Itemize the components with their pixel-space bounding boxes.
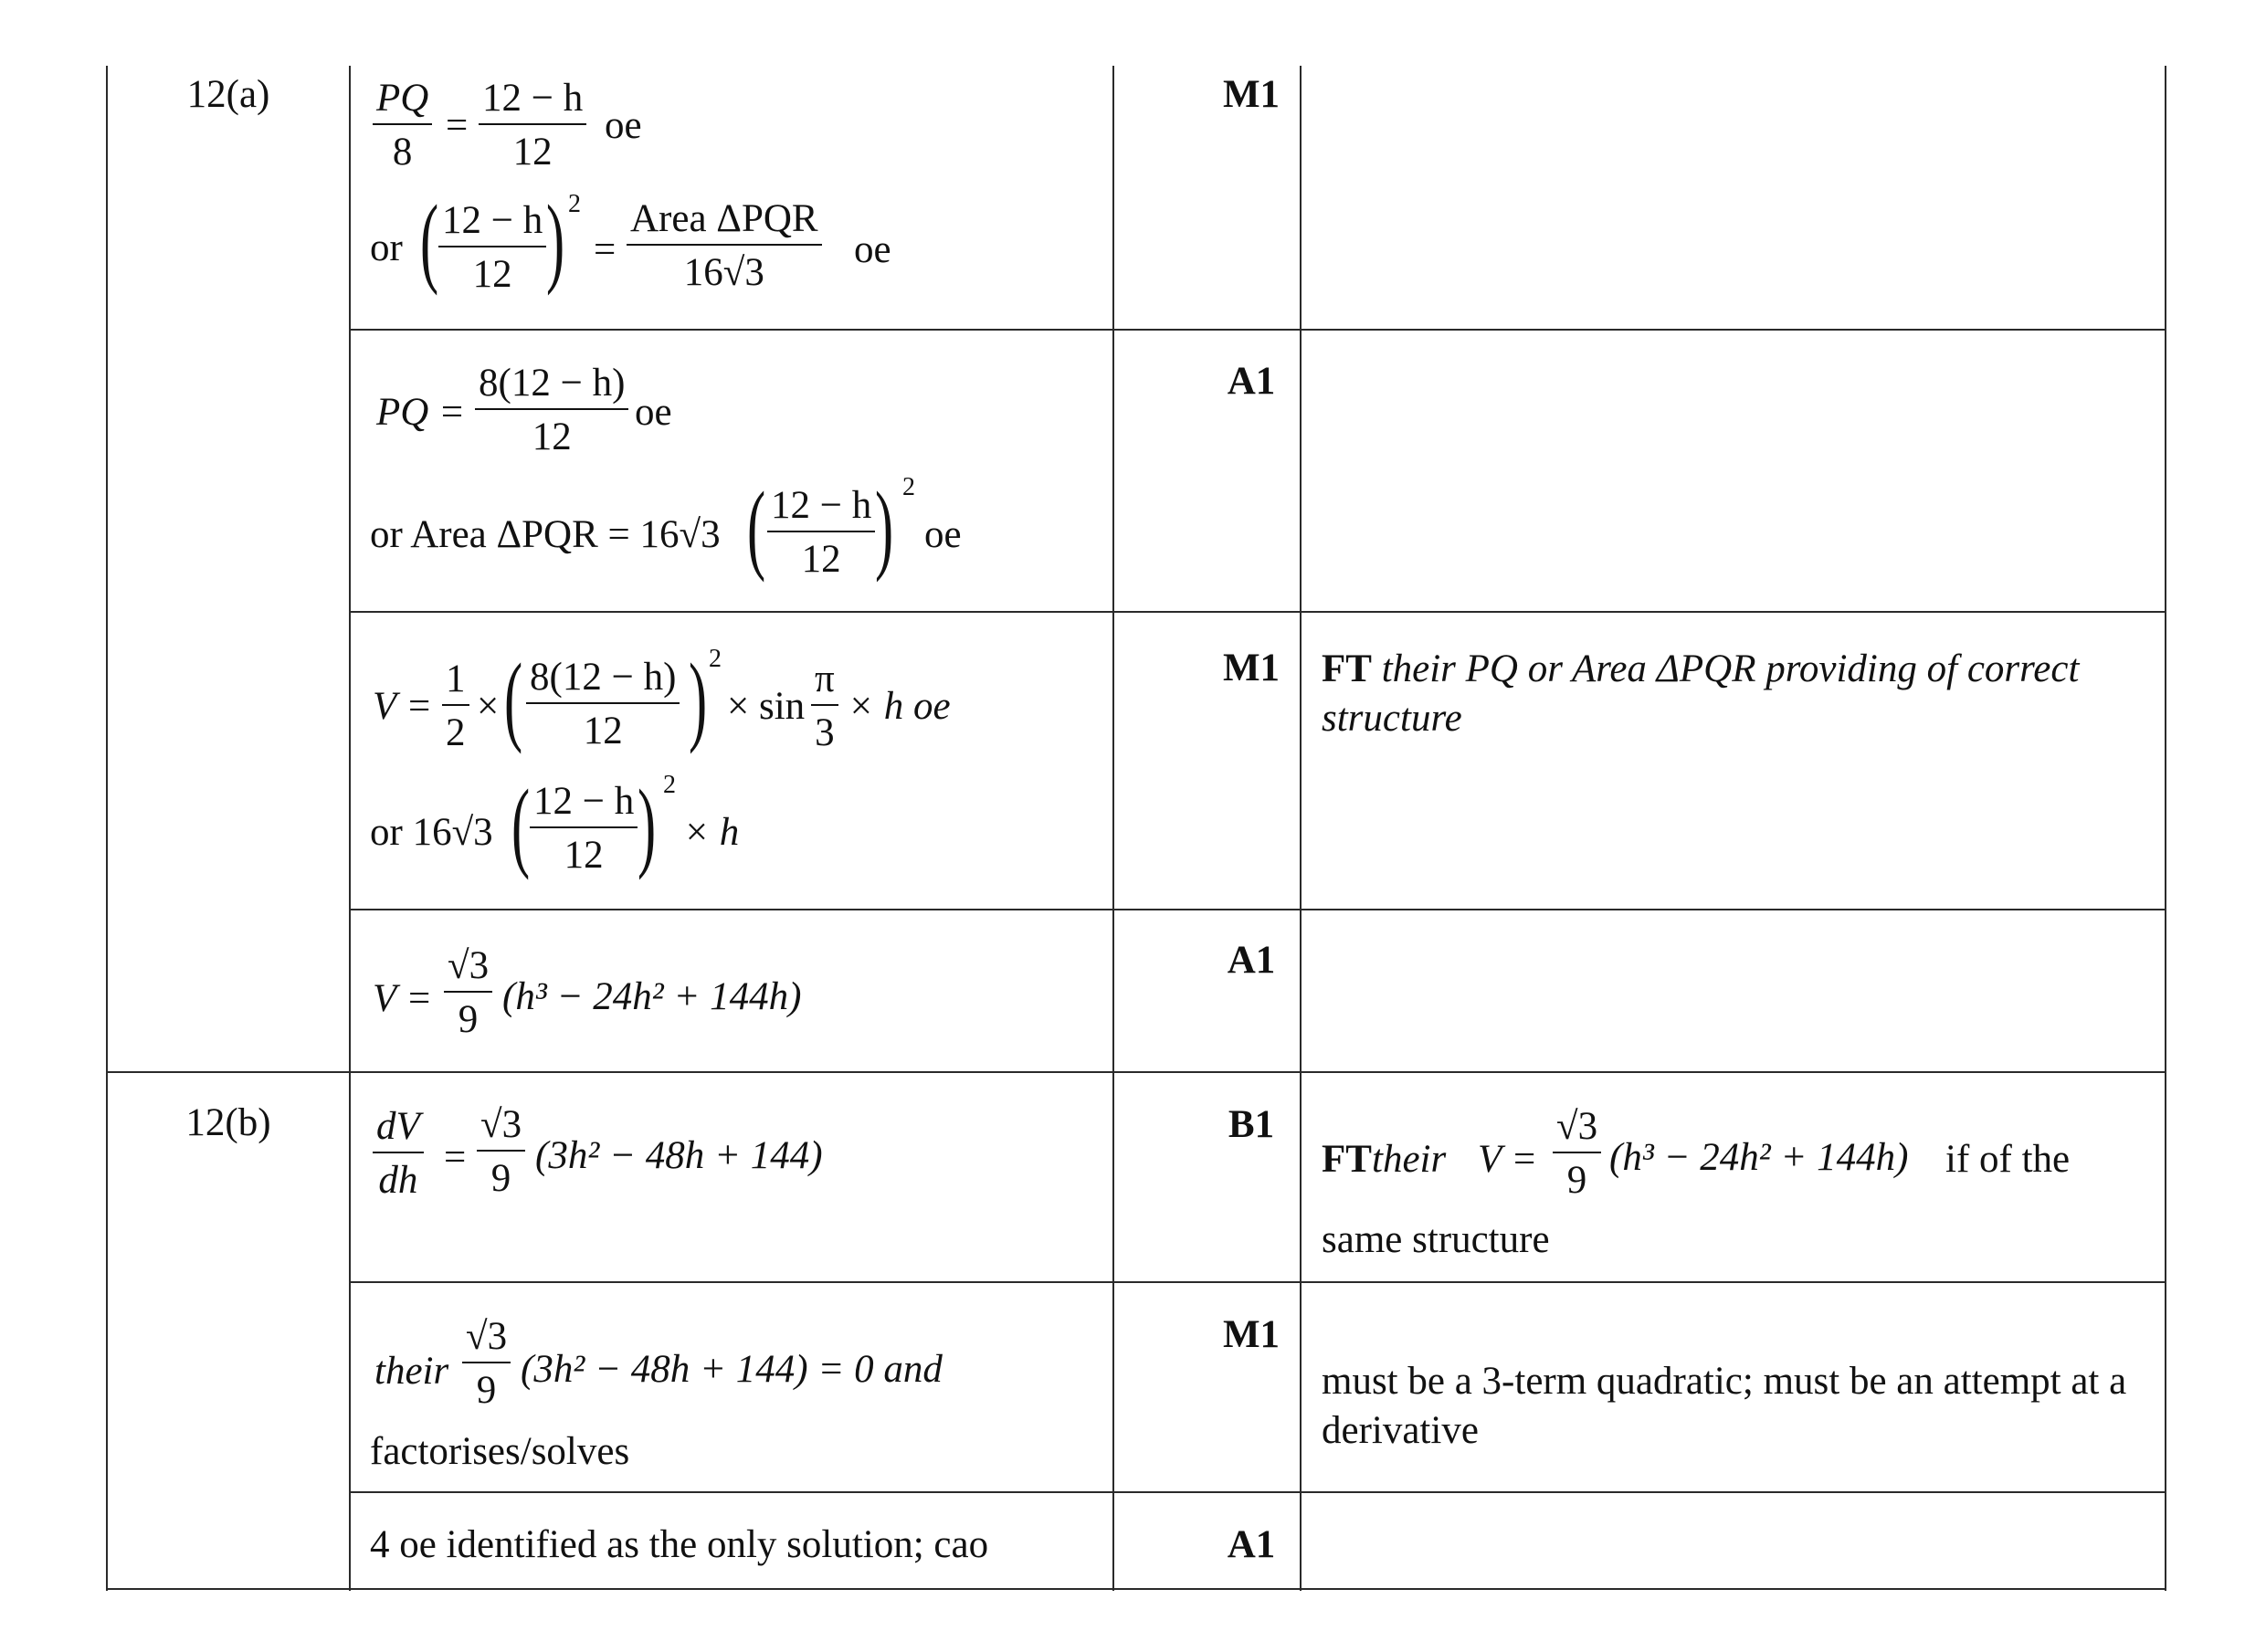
exponent: 2 bbox=[709, 645, 722, 673]
fraction: 12 − h 12 bbox=[479, 79, 586, 172]
mark-code: A1 bbox=[1227, 939, 1276, 982]
guidance-line2: same structure bbox=[1322, 1218, 1550, 1261]
exponent: 2 bbox=[663, 771, 676, 799]
line2-text: factorises/solves bbox=[370, 1430, 630, 1473]
paren-close: ) bbox=[546, 184, 565, 296]
mark-code: B1 bbox=[1228, 1103, 1275, 1146]
mark-code: M1 bbox=[1222, 647, 1281, 689]
paren-open: ( bbox=[504, 643, 523, 754]
paren-close: ) bbox=[689, 643, 708, 754]
rhs-text: (h³ − 24h² + 144h) bbox=[1609, 1136, 1909, 1179]
exponent: 2 bbox=[568, 190, 581, 218]
rhs-text: (3h² − 48h + 144) bbox=[535, 1134, 823, 1177]
fraction: √3 9 bbox=[462, 1317, 511, 1410]
or-text: or Area ΔPQR = 16√3 bbox=[370, 513, 721, 556]
fraction: √3 9 bbox=[1553, 1107, 1601, 1200]
fraction: 8(12 − h) 12 bbox=[526, 658, 680, 751]
paren-open: ( bbox=[511, 769, 531, 880]
guidance-text: FT their PQ or Area ΔPQR providing of correct structure bbox=[1322, 647, 2080, 740]
tail-text: if of the bbox=[1945, 1138, 2071, 1181]
or-text: or 16√3 bbox=[370, 811, 493, 854]
exponent: 2 bbox=[902, 473, 915, 501]
ft-label: FT bbox=[1322, 1138, 1372, 1181]
guidance-text: must be a 3-term quadratic; must be an attempt at a derivative bbox=[1322, 1360, 2127, 1452]
rhs-text: (3h² − 48h + 144) = 0 and bbox=[521, 1348, 943, 1391]
fraction: √3 9 bbox=[444, 946, 492, 1039]
mark-code: M1 bbox=[1222, 1313, 1281, 1356]
lhs-text: V = bbox=[1478, 1138, 1538, 1181]
row-separator bbox=[349, 909, 2166, 910]
tail-text: × h bbox=[683, 811, 740, 854]
oe-text: oe bbox=[635, 391, 672, 434]
oe-text: oe bbox=[924, 513, 962, 556]
table-divider-question bbox=[349, 66, 351, 1591]
paren-open: ( bbox=[747, 471, 766, 583]
table-divider-marks bbox=[1300, 66, 1302, 1591]
derivative-fraction: dV dh bbox=[373, 1107, 424, 1200]
paren-close: ) bbox=[638, 769, 657, 880]
or-text: or bbox=[370, 226, 403, 269]
row-separator bbox=[349, 1491, 2166, 1493]
question-label: 12(a) bbox=[186, 73, 270, 116]
fraction: √3 9 bbox=[477, 1105, 525, 1198]
fraction: Area ΔPQR 16√3 bbox=[627, 199, 822, 292]
mark-code: M1 bbox=[1222, 73, 1281, 116]
mark-code: A1 bbox=[1227, 1523, 1276, 1566]
lhs-text: PQ = bbox=[376, 391, 466, 434]
question-label: 12(b) bbox=[185, 1101, 271, 1144]
fraction: 12 − h 12 bbox=[530, 782, 638, 875]
their-text: their bbox=[1372, 1138, 1447, 1181]
answer-text: 4 oe identified as the only solution; cao bbox=[370, 1523, 989, 1566]
tail-text: × h oe bbox=[848, 685, 951, 728]
fraction: 12 − h 12 bbox=[438, 201, 546, 294]
oe-text: oe bbox=[605, 104, 642, 147]
rhs-text: (h³ − 24h² + 144h) bbox=[502, 975, 802, 1018]
lhs-text: V = bbox=[373, 977, 433, 1020]
fraction: 12 − h 12 bbox=[767, 486, 875, 579]
fraction: π 3 bbox=[811, 659, 838, 752]
equals-sign: = bbox=[594, 228, 617, 271]
equals-sign: = bbox=[446, 104, 469, 147]
sin-text: × sin bbox=[727, 685, 806, 728]
lhs-text: V = bbox=[373, 685, 433, 728]
row-separator bbox=[349, 329, 2166, 331]
table-border-bottom bbox=[106, 1588, 2166, 1590]
row-separator bbox=[349, 1281, 2166, 1283]
fraction: PQ 8 bbox=[373, 79, 432, 172]
table-divider-answer bbox=[1112, 66, 1114, 1591]
oe-text: oe bbox=[854, 228, 891, 271]
paren-open: ( bbox=[420, 184, 439, 296]
row-separator bbox=[349, 611, 2166, 613]
mark-code: A1 bbox=[1227, 360, 1276, 403]
equals-sign: = bbox=[444, 1136, 467, 1179]
fraction: 8(12 − h) 12 bbox=[475, 363, 628, 457]
fraction: 1 2 bbox=[442, 659, 469, 752]
paren-close: ) bbox=[875, 471, 894, 583]
their-text: their bbox=[374, 1350, 449, 1393]
table-border-left bbox=[106, 66, 108, 1591]
row-separator bbox=[106, 1071, 2166, 1073]
times-sign: × bbox=[477, 685, 500, 728]
